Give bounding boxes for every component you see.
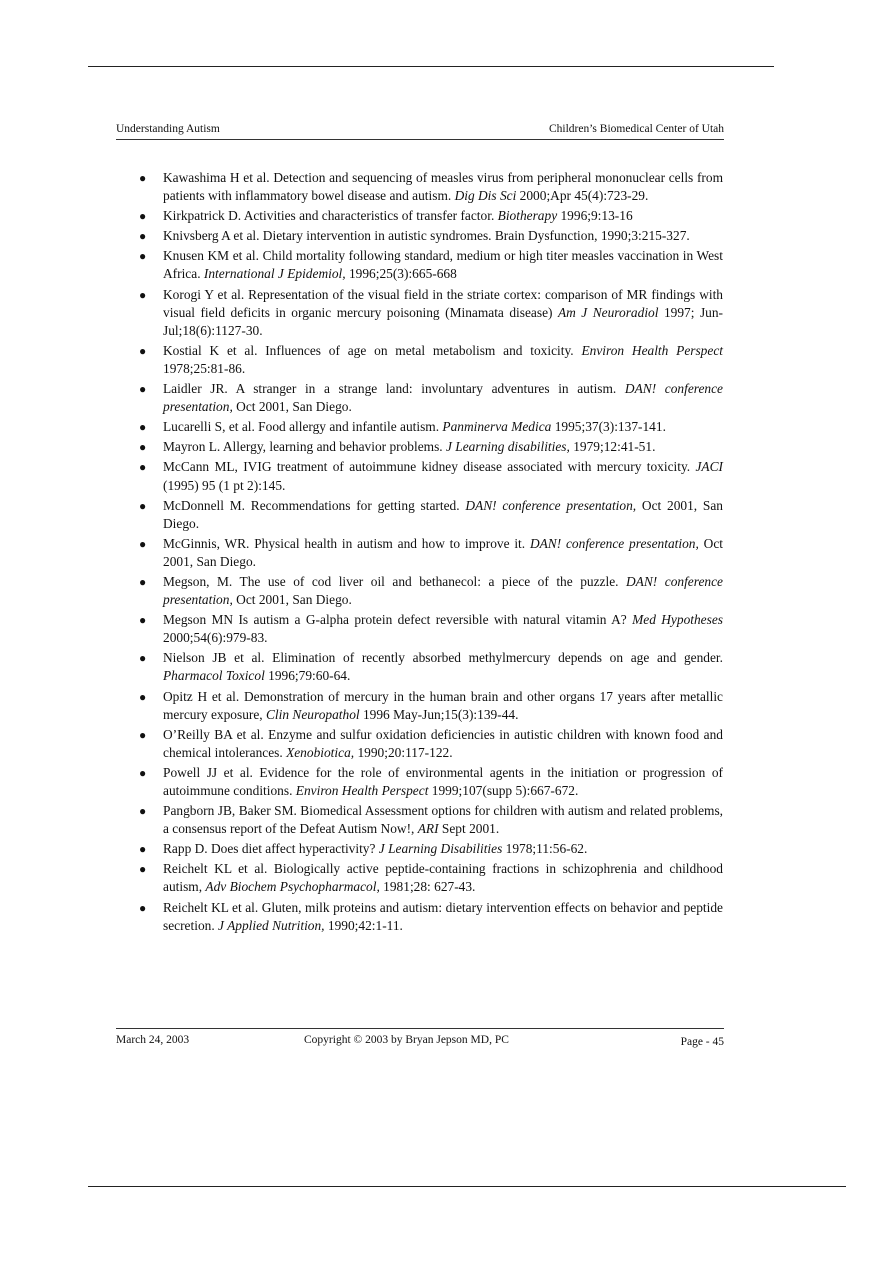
reference-citation: Oct 2001, San Diego.	[232, 592, 352, 608]
bullet-icon: ●	[139, 460, 147, 475]
page-header	[116, 123, 724, 140]
reference-item	[139, 649, 723, 685]
reference-text: Nielson JB et al. Elimination of recently absorbed methylmercury depends on age and gender.	[163, 650, 723, 666]
reference-citation: 1995;37(3):137-141.	[551, 419, 666, 435]
reference-text: Rapp D. Does diet affect hyperactivity?	[163, 841, 379, 857]
reference-citation: 1996;79:60-64.	[264, 668, 351, 684]
reference-text: O’Reilly BA et al. Enzyme and sulfur oxidation deficiencies in autistic children with known food and chemical intolerances.	[163, 726, 723, 760]
reference-text: Reichelt KL et al. Gluten, milk proteins and autism: dietary intervention effects on behavior and peptide secretion.	[163, 899, 723, 933]
reference-text: Mayron L. Allergy, learning and behavior problems.	[163, 439, 446, 455]
reference-journal: Adv Biochem Psychopharmacol,	[205, 879, 380, 895]
reference-item	[139, 169, 723, 205]
reference-journal: J Learning Disabilities	[378, 841, 503, 857]
bullet-icon: ●	[139, 249, 147, 264]
reference-citation: Sept 2001.	[438, 821, 500, 837]
reference-journal: Am J Neuroradiol	[557, 304, 659, 320]
reference-journal: Dig Dis Sci	[454, 188, 517, 204]
reference-item	[139, 573, 723, 609]
bullet-icon: ●	[139, 209, 147, 224]
bullet-icon: ●	[139, 842, 147, 857]
bullet-icon: ●	[139, 900, 147, 915]
footer-page-number: Page - 45	[680, 1036, 724, 1048]
bullet-icon: ●	[139, 689, 147, 704]
reference-citation: 1978;11:56-62.	[502, 841, 588, 857]
reference-text: Laidler JR. A stranger in a strange land: involuntary adventures in autism.	[163, 381, 625, 397]
reference-journal: Biotherapy	[497, 208, 558, 224]
reference-item	[139, 286, 723, 340]
reference-journal: DAN! conference presentation,	[465, 497, 637, 513]
bullet-icon: ●	[139, 440, 147, 455]
reference-journal: DAN! conference presentation,	[163, 573, 723, 608]
reference-item	[139, 458, 723, 494]
bullet-icon: ●	[139, 651, 147, 666]
reference-citation: 1996;25(3):665-668	[345, 266, 457, 282]
bullet-icon: ●	[139, 343, 147, 358]
reference-item	[139, 764, 723, 800]
reference-citation: 1990;42:1-11.	[324, 917, 403, 933]
reference-citation: Oct 2001, San Diego.	[232, 399, 352, 415]
reference-citation: (1995) 95 (1 pt 2):145.	[163, 477, 286, 493]
reference-citation: 1979;12:41-51.	[569, 439, 656, 455]
reference-citation: 2000;Apr 45(4):723-29.	[516, 188, 649, 204]
reference-text: Pangborn JB, Baker SM. Biomedical Assessment options for children with autism and related problems, a consensus report of the Defeat Autism Now!,	[163, 803, 723, 837]
reference-item	[139, 899, 723, 935]
reference-text: Megson, M. The use of cod liver oil and bethanecol: a piece of the puzzle.	[163, 573, 626, 589]
reference-citation: 1981;28: 627-43.	[379, 879, 476, 895]
reference-citation: 2000;54(6):979-83.	[163, 630, 268, 646]
reference-journal: DAN! conference presentation,	[529, 535, 699, 551]
reference-journal: Environ Health Perspect	[295, 783, 429, 798]
reference-text: Knusen KM et al. Child mortality following standard, medium or high titer measles vaccination in West Africa.	[163, 248, 723, 282]
reference-text: Powell JJ et al. Evidence for the role of environmental agents in the initiation or progression of autoimmune conditions.	[163, 764, 723, 798]
bullet-icon: ●	[139, 727, 147, 742]
bullet-icon: ●	[139, 574, 147, 589]
reference-journal: DAN! conference presentation,	[163, 381, 724, 415]
reference-journal: Med Hypotheses	[632, 612, 723, 628]
reference-item	[139, 497, 723, 533]
scan-top-rule	[88, 66, 774, 67]
bullet-icon: ●	[139, 229, 147, 244]
reference-text: Kirkpatrick D. Activities and characteristics of transfer factor.	[163, 208, 498, 224]
reference-journal: Panminerva Medica	[442, 419, 552, 435]
bullet-icon: ●	[139, 613, 147, 628]
reference-item	[139, 247, 723, 283]
reference-text: Opitz H et al. Demonstration of mercury in the human brain and other organs 17 years after metallic mercury exposure,	[163, 688, 723, 722]
reference-citation: 1978;25:81-86.	[163, 360, 246, 376]
scan-bottom-rule	[88, 1186, 846, 1187]
footer-date: March 24, 2003	[116, 1034, 190, 1046]
reference-journal: ARI	[417, 821, 439, 837]
reference-text: Reichelt KL et al. Biologically active peptide-containing fractions in schizophrenia and childhood autism,	[163, 861, 723, 895]
bullet-icon: ●	[139, 862, 147, 877]
reference-journal: Pharmacol Toxicol	[163, 668, 265, 684]
reference-item	[139, 611, 723, 647]
footer-copyright: Copyright © 2003 by Bryan Jepson MD, PC	[304, 1034, 509, 1046]
bullet-icon: ●	[139, 382, 147, 397]
reference-journal: J Learning disabilities,	[446, 439, 570, 455]
header-organization: Children’s Biomedical Center of Utah	[548, 123, 724, 135]
reference-item	[139, 860, 723, 896]
reference-item	[139, 726, 723, 762]
reference-citation: 1996 May-Jun;15(3):139-44.	[359, 706, 519, 722]
reference-text: Kostial K et al. Influences of age on metal metabolism and toxicity.	[163, 342, 582, 358]
reference-item	[139, 418, 723, 436]
reference-item	[139, 688, 723, 724]
reference-journal: Xenobiotica,	[286, 744, 355, 760]
bullet-icon: ●	[139, 536, 147, 551]
reference-text: McDonnell M. Recommendations for getting started.	[163, 497, 466, 513]
reference-list	[139, 169, 723, 937]
bullet-icon: ●	[139, 287, 147, 302]
reference-text: Megson MN Is autism a G-alpha protein defect reversible with natural vitamin A?	[163, 612, 633, 628]
reference-text: McGinnis, WR. Physical health in autism and how to improve it.	[163, 535, 530, 551]
reference-item	[139, 535, 723, 571]
bullet-icon: ●	[139, 498, 147, 513]
reference-text: Kawashima H et al. Detection and sequencing of measles virus from peripheral mononuclear cells from patients with inflammatory bowel disease and autism.	[163, 170, 723, 204]
reference-citation: 1997; Jun-Jul;18(6):1127-30.	[163, 304, 724, 338]
reference-item	[139, 227, 723, 245]
reference-journal: Clin Neuropathol	[266, 706, 360, 722]
reference-citation: Oct 2001, San Diego.	[163, 535, 723, 569]
reference-item	[139, 438, 723, 456]
reference-journal: J Applied Nutrition,	[218, 917, 325, 933]
reference-journal: Environ Health Perspect	[581, 342, 723, 358]
reference-text: Lucarelli S, et al. Food allergy and infantile autism.	[163, 419, 443, 435]
reference-item	[139, 802, 723, 838]
bullet-icon: ●	[139, 765, 147, 780]
reference-text: McCann ML, IVIG treatment of autoimmune kidney disease associated with mercury toxicity.	[163, 459, 696, 475]
reference-text: Korogi Y et al. Representation of the visual field in the striate cortex: comparison of MR findings with visual field deficits in organic mercury poisoning (Minamata disease)	[163, 286, 723, 320]
bullet-icon: ●	[139, 804, 147, 819]
header-document-title: Understanding Autism	[116, 123, 220, 135]
reference-text: Knivsberg A et al. Dietary intervention in autistic syndromes. Brain Dysfunction, 1990;3:215-327.	[163, 228, 690, 244]
reference-item	[139, 342, 723, 378]
reference-item	[139, 380, 723, 416]
reference-citation: 1999;107(supp 5):667-672.	[428, 783, 579, 798]
reference-citation: Oct 2001, San Diego.	[163, 497, 723, 531]
reference-citation: 1996;9:13-16	[557, 208, 633, 224]
reference-citation: 1990;20:117-122.	[354, 744, 453, 760]
reference-item	[139, 207, 723, 225]
reference-journal: JACI	[695, 459, 723, 475]
page-footer	[116, 1028, 724, 1051]
bullet-icon: ●	[139, 171, 147, 185]
reference-item	[139, 840, 723, 858]
bullet-icon: ●	[139, 420, 147, 435]
reference-journal: International J Epidemiol,	[203, 266, 346, 282]
